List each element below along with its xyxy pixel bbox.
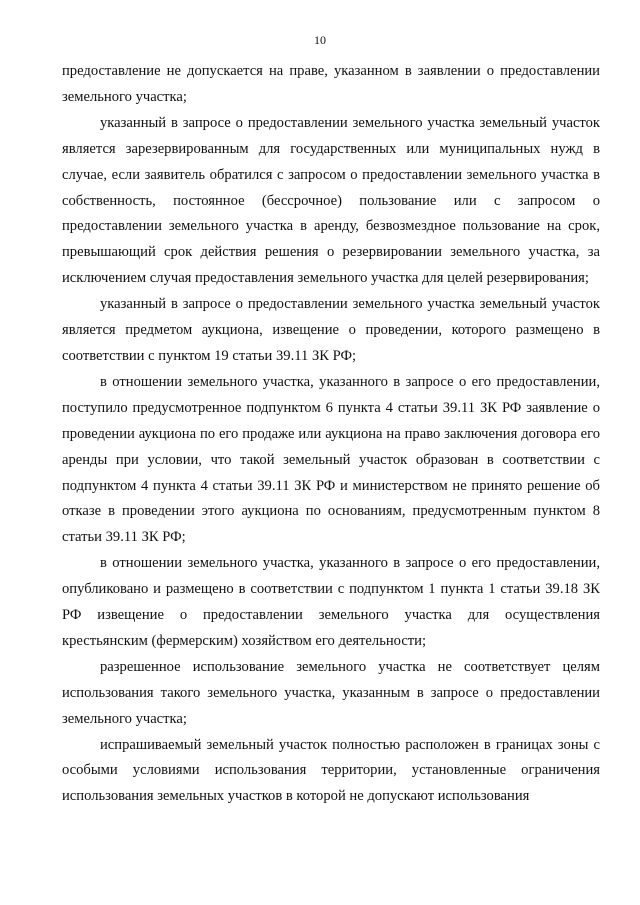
paragraph-7: испрашиваемый земельный участок полностью расположен в границах зоны с особыми условиями использования территории, установленные ограничения использования земельных участков в которой не допускают использования xyxy=(62,736,600,805)
document-body xyxy=(62,59,600,810)
paragraph-6: разрешенное использование земельного участка не соответствует целям использования такого земельного участка, указанным в запросе о предоставлении земельного участка; xyxy=(62,658,600,727)
paragraph-3: указанный в запросе о предоставлении земельного участка земельный участок является предметом аукциона, извещение о проведении, которого размещено в соответствии с пунктом 19 статьи 39.11 ЗК РФ; xyxy=(62,296,600,364)
page-number: 10 xyxy=(314,33,326,47)
paragraph-5: в отношении земельного участка, указанного в запросе о его предоставлении, опубликовано и размещено в соответствии с подпунктом 1 пункта 1 статьи 39.18 ЗК РФ извещение о предоставлении земельного участка для осуществления крестьянским (фермерским) хозяйством его деятельности; xyxy=(62,555,600,649)
paragraph-4: в отношении земельного участка, указанного в запросе о его предоставлении, поступило предусмотренное подпунктом 6 пункта 4 статьи 39.11 ЗК РФ заявление о проведении аукциона по его продаже или аукциона на право заключения договора его аренды при условии, что такой земельный участок образован в соответствии с подпунктом 4 пункта 4 статьи 39.11 ЗК РФ и министерством не принято решение об отказе в проведении этого аукциона по основаниям, предусмотренным пунктом 8 статьи 39.11 ЗК РФ; xyxy=(62,373,600,546)
paragraph-2: указанный в запросе о предоставлении земельного участка земельный участок является зарезервированным для государственных или муниципальных нужд в случае, если заявитель обратился с запросом о предоставлении земельного участка в собственность, постоянное (бессрочное) пользование или с запросом о предоставлении земельного участка в аренду, безвозмездное пользование на срок, превышающий срок действия решения о резервировании земельного участка, за исключением случая предоставления земельного участка для целей резервирования; xyxy=(62,114,600,287)
paragraph-1: предоставление не допускается на праве, указанном в заявлении о предоставлении земельного участка; xyxy=(62,63,600,105)
